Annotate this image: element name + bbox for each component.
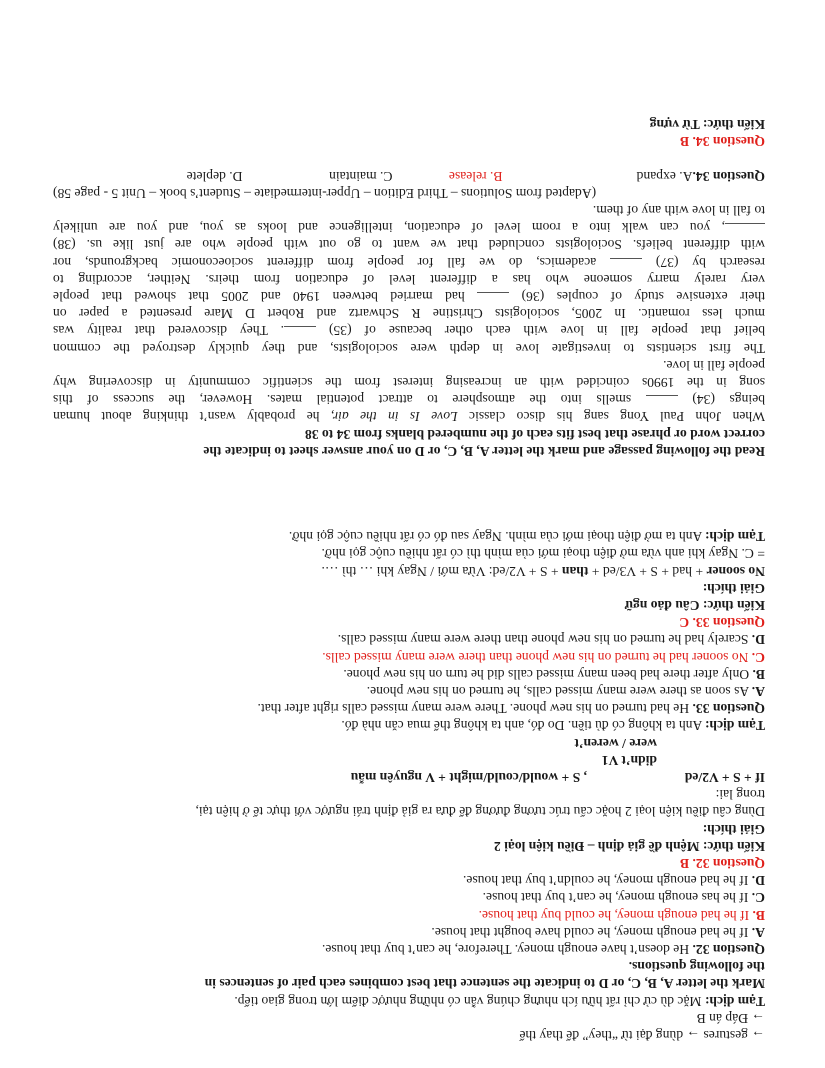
translation-line <box>53 992 765 1009</box>
answer-note: → Đáp án B <box>696 1010 765 1026</box>
translation-label: Tạm dịch: <box>704 529 765 545</box>
passage-line <box>53 322 765 339</box>
passage-year: 1990s <box>641 375 675 391</box>
structure-part-1: + had + S + V3/ed + <box>588 563 707 579</box>
passage-text: . They discovered that reality was <box>53 323 284 339</box>
q33-option-a <box>53 683 765 700</box>
passage-text: academics, do we fall for people from different socioeconomic backgrounds, nor <box>53 254 611 270</box>
pronoun-note: → gestures → dùng đại từ “they” để thay thế <box>519 1028 765 1043</box>
q33-option-b <box>53 666 765 683</box>
translation-text: Anh ta mở điện thoại mới của mình. Ngay sau đó có rất nhiều cuộc gọi nhỡ. <box>288 529 705 545</box>
passage-text: beings (34) <box>677 392 765 408</box>
q34-option-c: C. maintain <box>329 168 393 184</box>
translation-text: Mặc dù cử chỉ rất hữu ích nhưng chúng vẫn có những nhược điểm lớn trong giao tiếp. <box>234 993 705 1009</box>
q33-knowledge: Kiến thức: Câu đảo ngữ <box>624 597 765 613</box>
passage-text: their extensive study of couples (36) <box>509 289 765 305</box>
formula-were: were / weren’t <box>574 735 657 751</box>
question-33-text: He had turned on his new phone. There were many missed calls right after that. <box>257 701 693 717</box>
blank-38 <box>725 223 765 236</box>
q33-explain-label: Giải thích: <box>702 580 765 596</box>
passage-line: people fall in love. <box>663 357 765 373</box>
passage-text: When John Paul Yong sang his disco classic <box>457 409 765 425</box>
passage-line: with different beliefs. Sociologists concluded that we want to go out with people who are just like us. (38) <box>53 237 765 253</box>
passage-text: had married between 1940 and 2005 that showed that people <box>53 289 478 305</box>
spacer <box>53 150 765 167</box>
option-label: B. <box>752 907 765 923</box>
q32-formula-were <box>53 734 765 751</box>
blank-36 <box>477 292 509 305</box>
option-text: As soon as there were many missed calls, he turned on his new phone. <box>366 683 752 699</box>
q32-formula <box>53 769 765 786</box>
blank-37 <box>610 258 642 271</box>
q32-knowledge: Kiến thức: Mệnh đề giả định – Điều kiện loại 2 <box>494 838 765 854</box>
q32-answer: Question 32. B <box>680 855 765 871</box>
option-label: A. <box>751 683 765 699</box>
blank-35 <box>284 326 316 339</box>
song-title: Love Is in the air, <box>330 409 458 425</box>
blank-34 <box>646 395 678 408</box>
question-34-options <box>53 167 765 184</box>
section-instruction-line-2: the following questions. <box>628 959 765 975</box>
q32-explain-line-2: trong lai: <box>715 787 765 803</box>
formula-right: , S + would/could/might + V nguyên mẫu <box>350 769 587 785</box>
structure-part-2: + S + V2/ed: Vừa mới / Ngay khi … thì …. <box>321 563 562 579</box>
option-label: B. <box>752 666 765 682</box>
formula-didnt: didn’t V1 <box>601 752 657 768</box>
document-content <box>53 116 765 1044</box>
translation-label: Tạm dịch: <box>704 993 765 1009</box>
option-text: Scarely had he turned on his new phone than there were many missed calls. <box>337 632 752 648</box>
q33-explain-c: = C. Ngay khi anh vừa mở điện thoại mới của mình thì có rất nhiều cuộc gọi nhỡ. <box>321 546 765 562</box>
q32-explain-label: Giải thích: <box>702 821 765 837</box>
q33-option-c <box>53 648 765 665</box>
question-32-stem <box>53 941 765 958</box>
option-text: Only after there had been many missed calls did he turn on his new phone. <box>343 666 753 682</box>
option-text: If he has enough money, he can’t buy that house. <box>482 890 752 906</box>
option-text: If he had enough money, he could have bought that house. <box>431 924 752 940</box>
formula-left: If + S + V2/ed <box>684 769 765 785</box>
passage-line: to fall in love with any of them. <box>592 203 765 219</box>
q32-option-c <box>53 889 765 906</box>
q32-translation <box>53 717 765 734</box>
translation-text: Anh ta không có đủ tiền. Do đó, anh ta không thể mua căn nhà đó. <box>341 718 705 734</box>
option-text: If he had enough money, he couldn’t buy that house. <box>462 873 752 889</box>
option-label: D. <box>751 632 765 648</box>
q33-answer: Question 33. C <box>679 615 765 631</box>
passage-source: (Adapted from Solutions – Third Edition – Upper-intermediate – Student’s book – Unit 5 - page 58) <box>53 185 597 201</box>
option-label: D. <box>751 873 765 889</box>
q32-explain-line-1: Dùng câu điều kiện loại 2 hoặc cấu trúc tương đương để đưa ra giả định trái ngược với thực tế ở hiện tại, <box>195 804 765 820</box>
passage-line <box>53 374 765 391</box>
q32-option-a <box>53 924 765 941</box>
question-33-label: Question 33. <box>692 701 765 717</box>
section-instruction-line-1: Mark the letter A, B, C, or D to indicate the sentence that best combines each pair of sentences in <box>204 976 765 992</box>
q33-option-d <box>53 631 765 648</box>
section-spacer <box>53 460 765 528</box>
q33-translation <box>53 528 765 545</box>
q34-option-b: B. release <box>448 168 503 184</box>
passage-text: song in the <box>674 375 765 391</box>
q32-formula-didnt <box>53 752 765 769</box>
passage-line <box>53 253 765 270</box>
passage-line: much less romantic. In 2005, sociologists Christine R Schwartz and Robert D Mare presented a paper on <box>53 306 765 322</box>
question-32-text: He doesn’t have enough money. Therefore, he can’t buy that house. <box>321 941 693 957</box>
passage-text: , you can walk into a room level of education, intelligence and looks as you, and you are unlikely <box>53 220 725 236</box>
q32-option-d <box>53 872 765 889</box>
q32-option-b <box>53 906 765 923</box>
passage-line <box>53 219 765 236</box>
passage-line: very rarely marry someone who has a different level of education from theirs. Neither, according to <box>53 271 765 287</box>
q34-option-a: A. expand <box>636 168 693 184</box>
q34-knowledge: Kiến thức: Từ vựng <box>649 117 765 133</box>
translation-label: Tạm dịch: <box>704 718 765 734</box>
passage-text: smells into the atmosphere to attract potential mates. However, the success of this <box>53 392 646 408</box>
option-label: A. <box>751 924 765 940</box>
structure-no-sooner: No sooner <box>706 563 765 579</box>
passage-text: he probably wasn’t thinking about human <box>53 409 331 425</box>
passage-instruction-line-2: correct word or phrase that best fits each of the numbered blanks from 34 to 38 <box>304 426 765 442</box>
passage-instruction-line-1: Read the following passage and mark the letter A, B, C, or D on your answer sheet to indicate the <box>203 443 765 459</box>
passage-text: coincided with an increasing interest from the scientific community in discovering why <box>53 375 642 391</box>
question-33-stem <box>53 700 765 717</box>
q34-option-d: D. deplete <box>186 168 243 184</box>
passage-line: The first scientists to investigate love in depth were sociologists, and they quickly destroyed the common <box>53 340 765 356</box>
option-label: C. <box>751 890 765 906</box>
option-text: If he had enough money, he could buy that house. <box>478 907 753 923</box>
question-34-label: Question 34. <box>692 168 765 184</box>
passage-line <box>53 391 765 408</box>
q34-answer: Question 34. B <box>680 134 765 150</box>
structure-than: than <box>561 563 589 579</box>
question-32-label: Question 32. <box>692 941 765 957</box>
passage-line <box>53 408 765 425</box>
option-label: C. <box>751 649 765 665</box>
q33-structure <box>53 562 765 579</box>
option-text: No sooner had he turned on his new phone than there were many missed calls. <box>322 649 752 665</box>
passage-line <box>53 288 765 305</box>
passage-text: belief that people fall in love with each other because of (35) <box>315 323 765 339</box>
passage-text: research by (37) <box>642 254 765 270</box>
